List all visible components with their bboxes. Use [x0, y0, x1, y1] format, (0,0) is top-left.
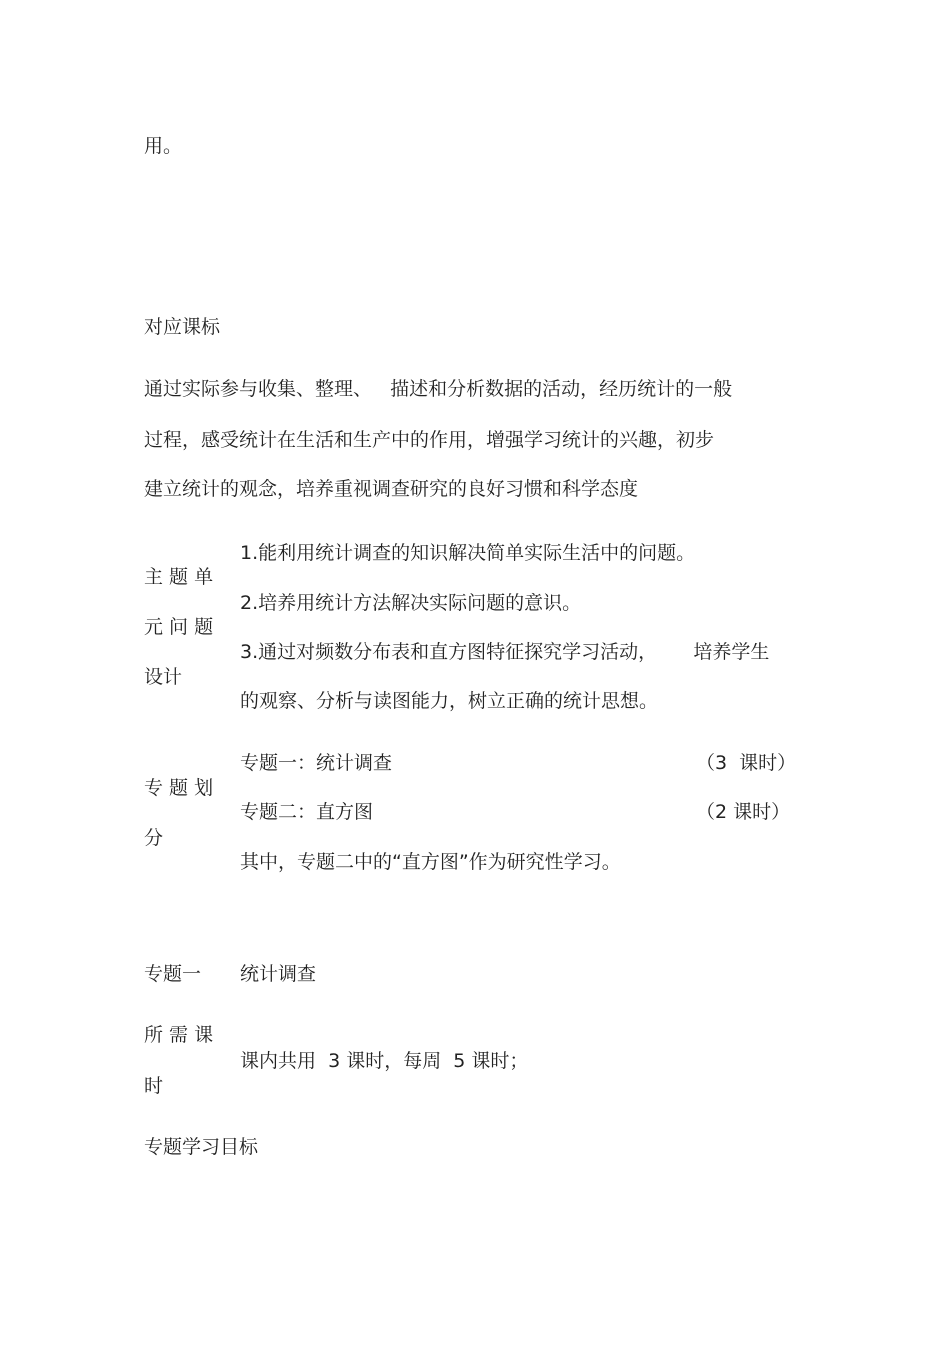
topic-division-label: 专 题 划 [144, 777, 214, 799]
unit-design-item: 1.能利用统计调查的知识解决简单实际生活中的问题。 [240, 542, 696, 564]
standard-line: 建立统计的观念，培养重视调查研究的良好习惯和科学态度 [144, 478, 639, 500]
topic-name: 专题二：直方图 [240, 801, 374, 823]
unit-design-item: 2.培养用统计方法解决实际问题的意识。 [240, 592, 582, 614]
objectives-heading: 专题学习目标 [144, 1136, 259, 1158]
unit-design-label: 元 问 题 [144, 616, 214, 638]
topic-one-title: 统计调查 [240, 963, 317, 985]
hours-required-label: 所 需 课 [144, 1024, 214, 1046]
standard-line: 通过实际参与收集、整理、 描述和分析数据的活动，经历统计的一般 [144, 378, 733, 400]
topic-hours: （2 课时） [696, 801, 791, 823]
hours-required-value: 课内共用 3 课时，每周 5 课时； [240, 1050, 529, 1072]
topic-name: 专题一：统计调查 [240, 752, 393, 774]
topic-hours: （3 课时） [696, 752, 797, 774]
topic-division-label: 分 [144, 827, 164, 849]
topic-division-note: 其中，专题二中的“直方图”作为研究性学习。 [240, 851, 621, 873]
unit-design-label: 设计 [144, 666, 183, 688]
unit-design-item: 的观察、分析与读图能力，树立正确的统计思想。 [240, 690, 659, 712]
standard-line: 过程，感受统计在生活和生产中的作用，增强学习统计的兴趣，初步 [144, 429, 715, 451]
topic-one-label: 专题一 [144, 963, 202, 985]
standard-heading: 对应课标 [144, 316, 221, 338]
unit-design-item: 3.通过对频数分布表和直方图特征探究学习活动， 培养学生 [240, 641, 770, 663]
unit-design-label: 主 题 单 [144, 566, 214, 588]
hours-required-label: 时 [144, 1075, 164, 1097]
intro-tail-text: 用。 [144, 135, 183, 157]
